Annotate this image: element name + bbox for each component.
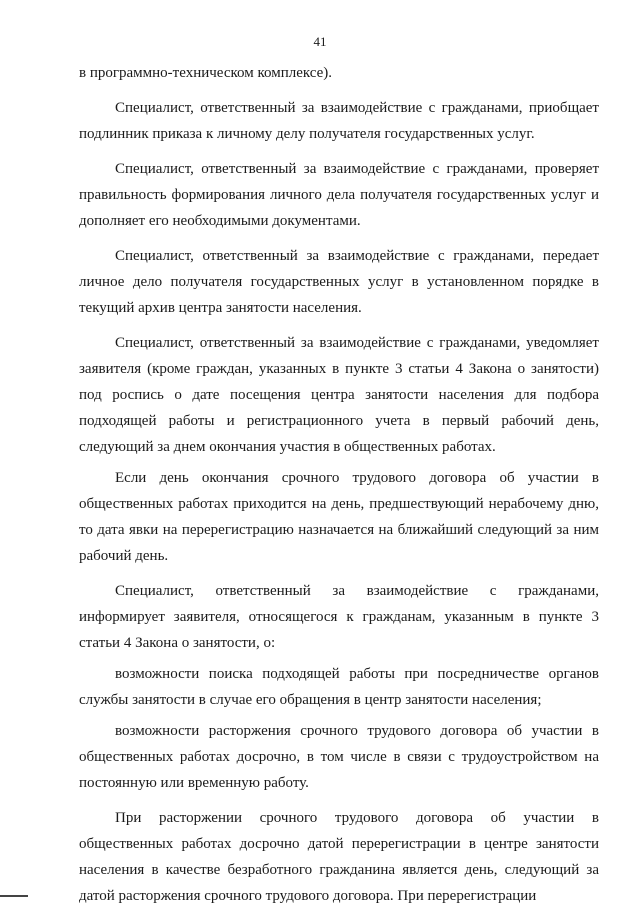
paragraph: Специалист, ответственный за взаимодействие с гражданами, проверяет правильность формирования личного дела получателя государственных услуг и дополняет его необходимыми документами. (79, 161, 599, 229)
paragraph: Специалист, ответственный за взаимодействие с гражданами, уведомляет заявителя (кроме граждан, указанных в пункте 3 статьи 4 Закона о занятости) под роспись о дате посещения центра занятости населения для подбора подходящей работы и регистрационного учета в первый рабочий день, следующий за днем окончания участия в общественных работах. (79, 335, 599, 455)
page-number: 41 (313, 34, 327, 49)
paragraph: Специалист, ответственный за взаимодействие с гражданами, передает личное дело получателя государственных услуг в установленном порядке в текущий архив центра занятости населения. (79, 248, 599, 316)
paragraph: Если день окончания срочного трудового договора об участии в общественных работах приходится на день, предшествующий нерабочему дню, то дата явки на перерегистрацию назначается на ближайший следующий за ним рабочий день. (79, 470, 599, 564)
paragraph-continuation: в программно-техническом комплексе). (79, 65, 333, 81)
paragraph: Специалист, ответственный за взаимодействие с гражданами, приобщает подлинник приказа к личному делу получателя государственных услуг. (79, 100, 599, 142)
paragraph: При расторжении срочного трудового договора об участии в общественных работах досрочно датой перерегистрации в центре занятости населения в качестве безработного гражданина является день, следующий за датой расторжения срочного трудового договора. При перерегистрации (79, 810, 599, 904)
paragraph: Специалист, ответственный за взаимодействие с гражданами, информирует заявителя, относящегося к гражданам, указанным в пункте 3 статьи 4 Закона о занятости, о: (79, 583, 599, 651)
list-item: возможности поиска подходящей работы при посредничестве органов службы занятости в случае его обращения в центр занятости населения; (79, 666, 599, 708)
document-body (79, 60, 599, 909)
scan-edge-mark (0, 895, 28, 897)
list-item: возможности расторжения срочного трудового договора об участии в общественных работах досрочно, в том числе в связи с трудоустройством на постоянную или временную работу. (79, 723, 599, 791)
